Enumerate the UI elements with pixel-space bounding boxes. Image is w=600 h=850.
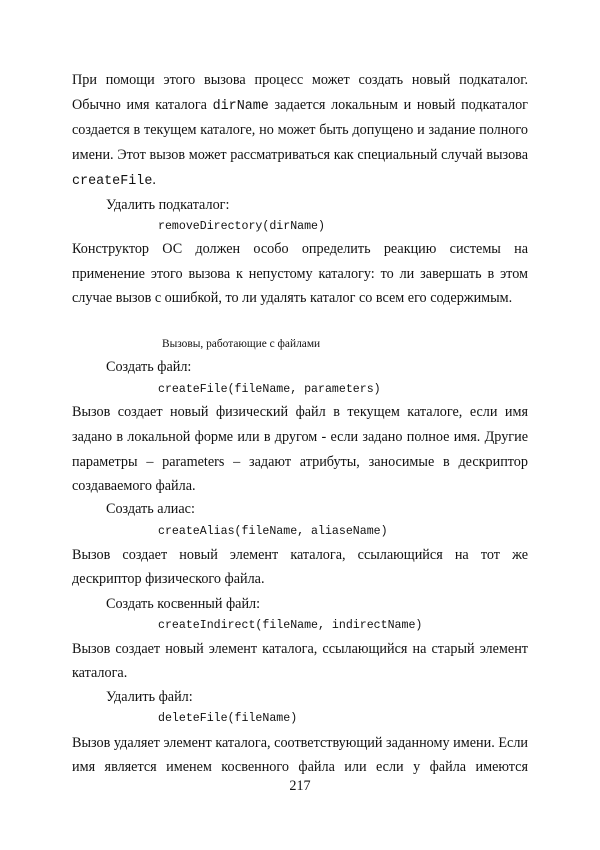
- paragraph-line: создается в текущем каталоге, но может быть допущено и задание полного: [72, 122, 528, 138]
- paragraph-line: [72, 172, 528, 190]
- code-signature-create-indirect: createIndirect(fileName, indirectName): [158, 619, 423, 632]
- paragraph-line: задано в локальной форме или в другом - если задано полное имя. Другие: [72, 429, 528, 445]
- inline-code-dirname: dirName: [212, 99, 269, 114]
- call-label-create-indirect: Создать косвенный файл:: [106, 596, 261, 612]
- inline-code-createfile: createFile: [72, 174, 153, 189]
- paragraph-line: Конструктор ОС должен особо определить реакцию системы на: [72, 241, 528, 257]
- paragraph-line: дескриптор физического файла.: [72, 571, 265, 587]
- paragraph-line: параметры – parameters – задают атрибуты, заносимые в дескриптор: [72, 454, 528, 470]
- paragraph-line: Вызов создает новый элемент каталога, ссылающийся на старый элемент: [72, 641, 528, 657]
- paragraph-line: случае вызов с ошибкой, то ли удалять каталог со всем его содержимым.: [72, 290, 513, 306]
- text-fragment: Обычно имя каталога: [72, 97, 213, 113]
- code-signature-delete-file: deleteFile(fileName): [158, 712, 298, 725]
- code-signature-remove-directory: removeDirectory(dirName): [158, 220, 325, 233]
- section-heading: Вызовы, работающие с файлами: [162, 338, 321, 350]
- call-label-create-file: Создать файл:: [106, 359, 192, 375]
- code-signature-create-alias: createAlias(fileName, aliaseName): [158, 525, 388, 538]
- paragraph-line: имя является именем косвенного файла или если у файла имеются: [72, 759, 528, 775]
- page-number: 217: [289, 778, 311, 794]
- paragraph-line: имени. Этот вызов может рассматриваться как специальный случай вызова: [72, 147, 528, 163]
- code-signature-create-file: createFile(fileName, parameters): [158, 383, 381, 396]
- paragraph-line: При помощи этого вызова процесс может создать новый подкаталог.: [72, 72, 528, 88]
- paragraph-line: [72, 97, 528, 115]
- paragraph-line: Вызов создает новый физический файл в текущем каталоге, если имя: [72, 404, 528, 420]
- paragraph-line: Вызов удаляет элемент каталога, соответствующий заданному имени. Если: [72, 735, 528, 751]
- paragraph-line: Вызов создает новый элемент каталога, ссылающийся на тот же: [72, 547, 528, 563]
- paragraph-line: создаваемого файла.: [72, 478, 196, 494]
- call-label-remove-directory: Удалить подкаталог:: [106, 197, 230, 213]
- text-fragment: задается локальным и новый подкаталог: [268, 97, 528, 113]
- paragraph-line: применение этого вызова к непустому каталогу: то ли завершать в этом: [72, 266, 528, 282]
- paragraph-line: каталога.: [72, 665, 128, 681]
- text-fragment: .: [152, 172, 156, 188]
- call-label-delete-file: Удалить файл:: [106, 689, 193, 705]
- call-label-create-alias: Создать алиас:: [106, 501, 195, 517]
